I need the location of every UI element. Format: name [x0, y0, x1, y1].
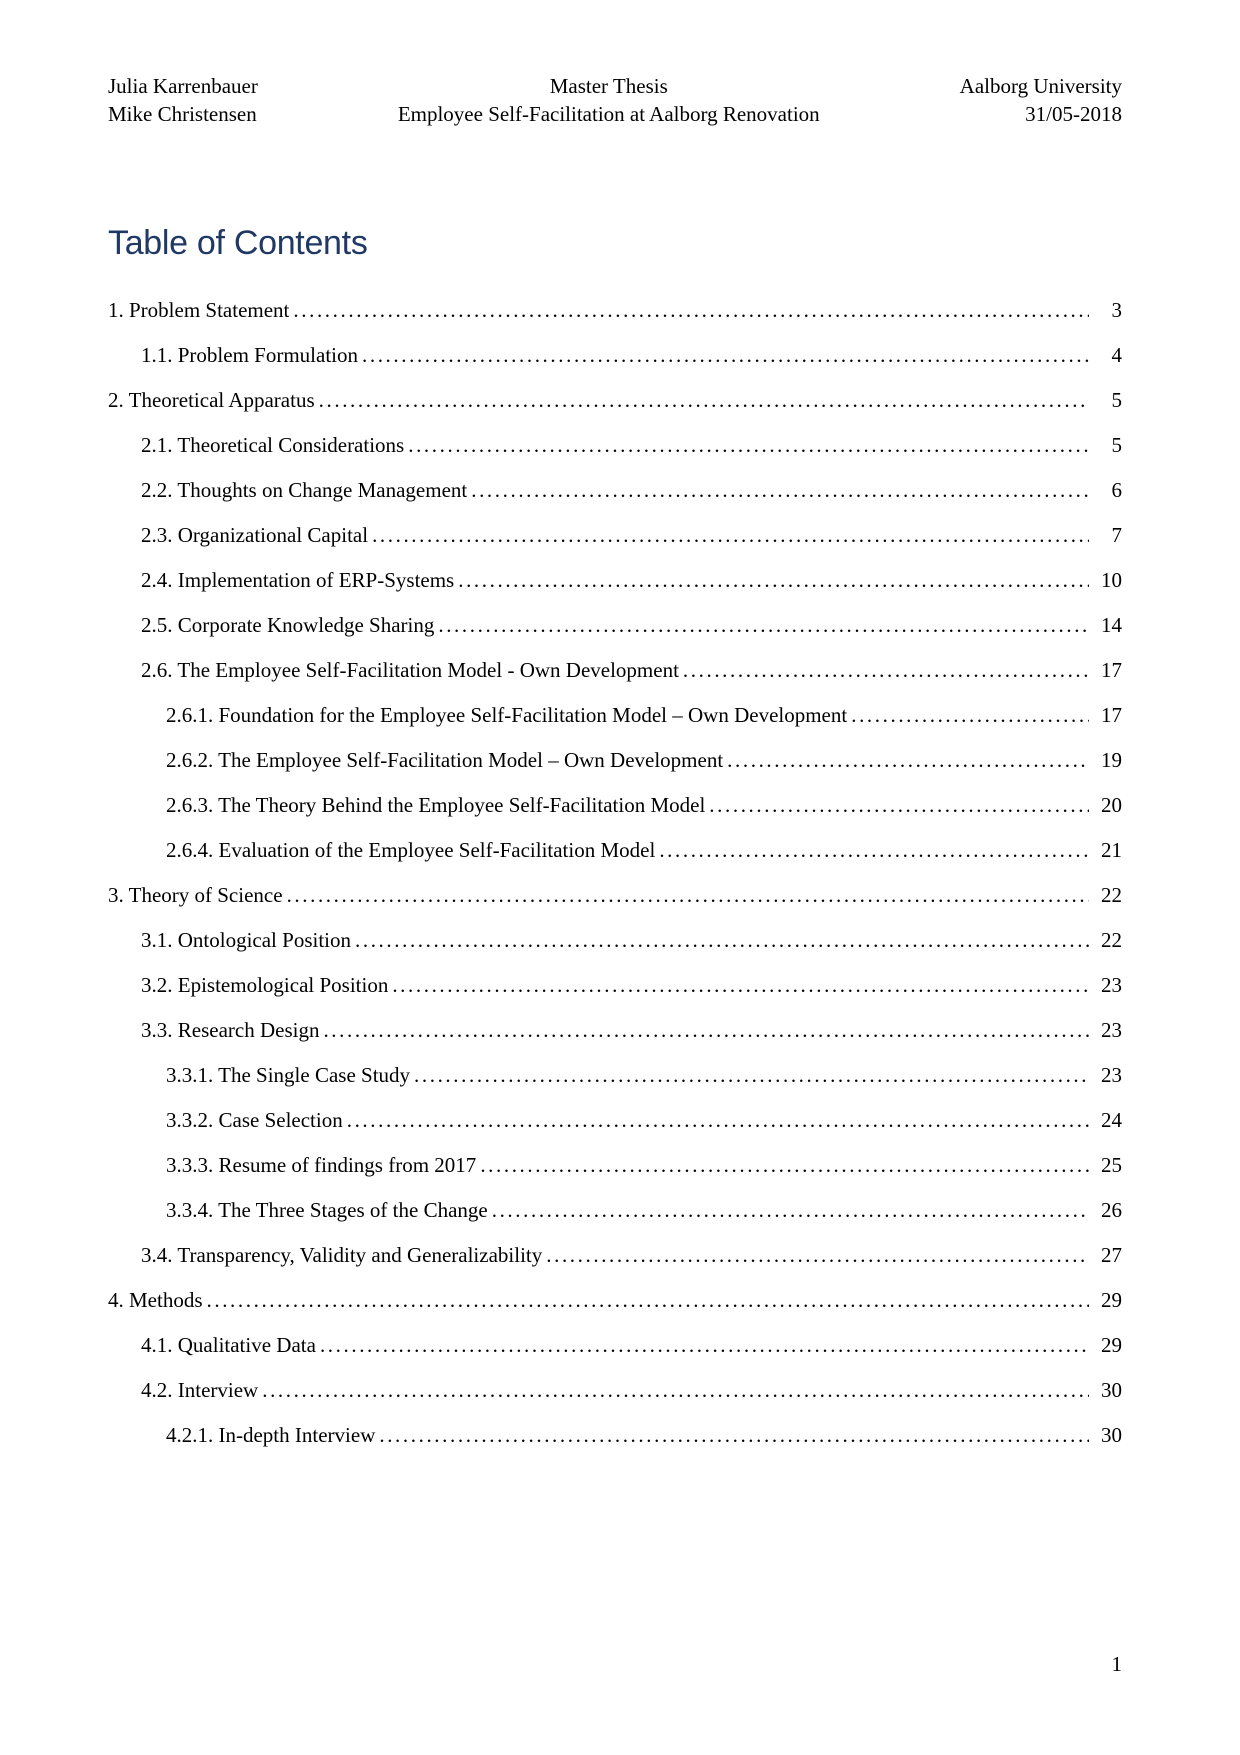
- toc-entry-label: 4.2. Interview: [141, 1378, 259, 1402]
- toc-entry[interactable]: [108, 1233, 1122, 1278]
- toc-entry-label: 3.4. Transparency, Validity and Generalizability: [141, 1243, 543, 1267]
- toc-leader-dots: [458, 558, 1089, 603]
- toc-entry-label: 2.1. Theoretical Considerations: [141, 433, 405, 457]
- toc-entry[interactable]: [108, 513, 1122, 558]
- toc-entry-label: 4.2.1. In-depth Interview: [166, 1423, 376, 1447]
- toc-leader-dots: [414, 1053, 1089, 1098]
- toc-entry-label: 3.3.4. The Three Stages of the Change: [166, 1198, 488, 1222]
- author-line-2: Mike Christensen: [108, 102, 257, 126]
- institution: Aalborg University: [959, 74, 1122, 98]
- toc-leader-dots: [471, 468, 1089, 513]
- toc-entry[interactable]: [108, 1413, 1122, 1458]
- toc-leader-dots: [709, 783, 1089, 828]
- toc-leader-dots: [323, 1008, 1089, 1053]
- toc-entry[interactable]: [108, 468, 1122, 513]
- toc-entry-page: 5: [1111, 388, 1122, 412]
- toc-leader-dots: [379, 1413, 1089, 1458]
- toc-entry[interactable]: [108, 1188, 1122, 1233]
- toc-entry-page: 5: [1111, 433, 1122, 457]
- toc-leader-dots: [546, 1233, 1089, 1278]
- toc-entry-page: 23: [1101, 1018, 1122, 1042]
- toc-entry-page: 14: [1101, 613, 1122, 637]
- toc-entry[interactable]: [108, 1143, 1122, 1188]
- toc-entry-label: 2.4. Implementation of ERP-Systems: [141, 568, 455, 592]
- toc-entry[interactable]: [108, 828, 1122, 873]
- toc-entry[interactable]: [108, 963, 1122, 1008]
- toc-leader-dots: [355, 918, 1089, 963]
- toc-entry-label: 1.1. Problem Formulation: [141, 343, 358, 367]
- toc-entry-page: 17: [1101, 703, 1122, 727]
- toc-entry-page: 17: [1101, 658, 1122, 682]
- toc-entry[interactable]: [108, 1098, 1122, 1143]
- toc-entry[interactable]: [108, 288, 1122, 333]
- toc-entry[interactable]: [108, 558, 1122, 603]
- toc-leader-dots: [683, 648, 1089, 693]
- toc-entry-page: 23: [1101, 973, 1122, 997]
- toc-entry-label: 2.3. Organizational Capital: [141, 523, 369, 547]
- toc-entry-label: 3. Theory of Science: [108, 883, 283, 907]
- toc-entry-page: 6: [1111, 478, 1122, 502]
- toc-entry-page: 19: [1101, 748, 1122, 772]
- toc-entry[interactable]: [108, 738, 1122, 783]
- page-footer: [1112, 1650, 1123, 1678]
- toc-title: Table of Contents: [108, 224, 368, 262]
- toc-entry-page: 30: [1101, 1423, 1122, 1447]
- toc-entry-page: 7: [1111, 523, 1122, 547]
- toc-leader-dots: [438, 603, 1089, 648]
- toc-entry-page: 4: [1111, 343, 1122, 367]
- toc-entry-label: 2.6.1. Foundation for the Employee Self-Facilitation Model – Own Development: [166, 703, 848, 727]
- toc-leader-dots: [727, 738, 1089, 783]
- toc-entry-label: 3.3. Research Design: [141, 1018, 320, 1042]
- toc-entry-page: 3: [1111, 298, 1122, 322]
- toc-entry-label: 4.1. Qualitative Data: [141, 1333, 316, 1357]
- toc-entry-label: 2.2. Thoughts on Change Management: [141, 478, 468, 502]
- page-number: 1: [1111, 1652, 1122, 1676]
- toc-entry[interactable]: [108, 1008, 1122, 1053]
- thesis-type: Master Thesis: [549, 74, 668, 98]
- toc-leader-dots: [347, 1098, 1089, 1143]
- toc-entry-label: 3.3.1. The Single Case Study: [166, 1063, 411, 1087]
- toc-entry-page: 25: [1101, 1153, 1122, 1177]
- toc-entry[interactable]: [108, 1368, 1122, 1413]
- toc-entry[interactable]: [108, 693, 1122, 738]
- toc-leader-dots: [287, 873, 1089, 918]
- toc-entry-page: 26: [1101, 1198, 1122, 1222]
- toc-leader-dots: [492, 1188, 1089, 1233]
- toc-leader-dots: [851, 693, 1089, 738]
- toc-leader-dots: [362, 333, 1089, 378]
- header-title-block: [258, 72, 960, 128]
- toc-entry-page: 21: [1101, 838, 1122, 862]
- toc-entry[interactable]: [108, 648, 1122, 693]
- toc-entry-label: 3.2. Epistemological Position: [141, 973, 389, 997]
- toc-leader-dots: [320, 1323, 1089, 1368]
- toc-entry[interactable]: [108, 1323, 1122, 1368]
- toc-entry[interactable]: [108, 333, 1122, 378]
- toc-leader-dots: [319, 378, 1089, 423]
- toc-entry-page: 23: [1101, 1063, 1122, 1087]
- toc-entry-label: 2.6.3. The Theory Behind the Employee Self-Facilitation Model: [166, 793, 706, 817]
- toc-entry-label: 2.5. Corporate Knowledge Sharing: [141, 613, 435, 637]
- toc-entry-label: 2.6.2. The Employee Self-Facilitation Model – Own Development: [166, 748, 724, 772]
- toc-entry[interactable]: [108, 1053, 1122, 1098]
- page-header: [108, 72, 1122, 128]
- toc-entry[interactable]: [108, 783, 1122, 828]
- toc-entry-label: 2.6. The Employee Self-Facilitation Model - Own Development: [141, 658, 679, 682]
- toc-entry-label: 1. Problem Statement: [108, 298, 290, 322]
- toc-entry-label: 3.1. Ontological Position: [141, 928, 351, 952]
- table-of-contents: [108, 288, 1122, 1458]
- toc-entry-page: 22: [1101, 928, 1122, 952]
- toc-entry[interactable]: [108, 873, 1122, 918]
- toc-entry-page: 30: [1101, 1378, 1122, 1402]
- toc-entry-label: 3.3.2. Case Selection: [166, 1108, 343, 1132]
- toc-entry-label: 3.3.3. Resume of findings from 2017: [166, 1153, 477, 1177]
- toc-leader-dots: [659, 828, 1089, 873]
- toc-entry[interactable]: [108, 423, 1122, 468]
- toc-entry[interactable]: [108, 1278, 1122, 1323]
- toc-entry-page: 29: [1101, 1333, 1122, 1357]
- toc-leader-dots: [262, 1368, 1089, 1413]
- thesis-title: Employee Self-Facilitation at Aalborg Renovation: [397, 102, 820, 126]
- toc-entry-page: 29: [1101, 1288, 1122, 1312]
- toc-leader-dots: [372, 513, 1089, 558]
- toc-leader-dots: [408, 423, 1089, 468]
- toc-entry-page: 20: [1101, 793, 1122, 817]
- toc-leader-dots: [392, 963, 1089, 1008]
- toc-leader-dots: [293, 288, 1089, 333]
- date: 31/05-2018: [1025, 102, 1122, 126]
- author-line-1: Julia Karrenbauer: [108, 74, 258, 98]
- toc-leader-dots: [207, 1278, 1090, 1323]
- toc-entry-page: 24: [1101, 1108, 1122, 1132]
- toc-entry[interactable]: [108, 378, 1122, 423]
- toc-entry-label: 2. Theoretical Apparatus: [108, 388, 315, 412]
- toc-leader-dots: [480, 1143, 1089, 1188]
- toc-entry-page: 27: [1101, 1243, 1122, 1267]
- toc-entry-label: 4. Methods: [108, 1288, 203, 1312]
- toc-entry-label: 2.6.4. Evaluation of the Employee Self-Facilitation Model: [166, 838, 656, 862]
- toc-entry[interactable]: [108, 603, 1122, 648]
- header-authors: [108, 72, 258, 128]
- toc-entry-page: 10: [1101, 568, 1122, 592]
- toc-entry-page: 22: [1101, 883, 1122, 907]
- header-institution-block: [960, 72, 1122, 128]
- toc-entry[interactable]: [108, 918, 1122, 963]
